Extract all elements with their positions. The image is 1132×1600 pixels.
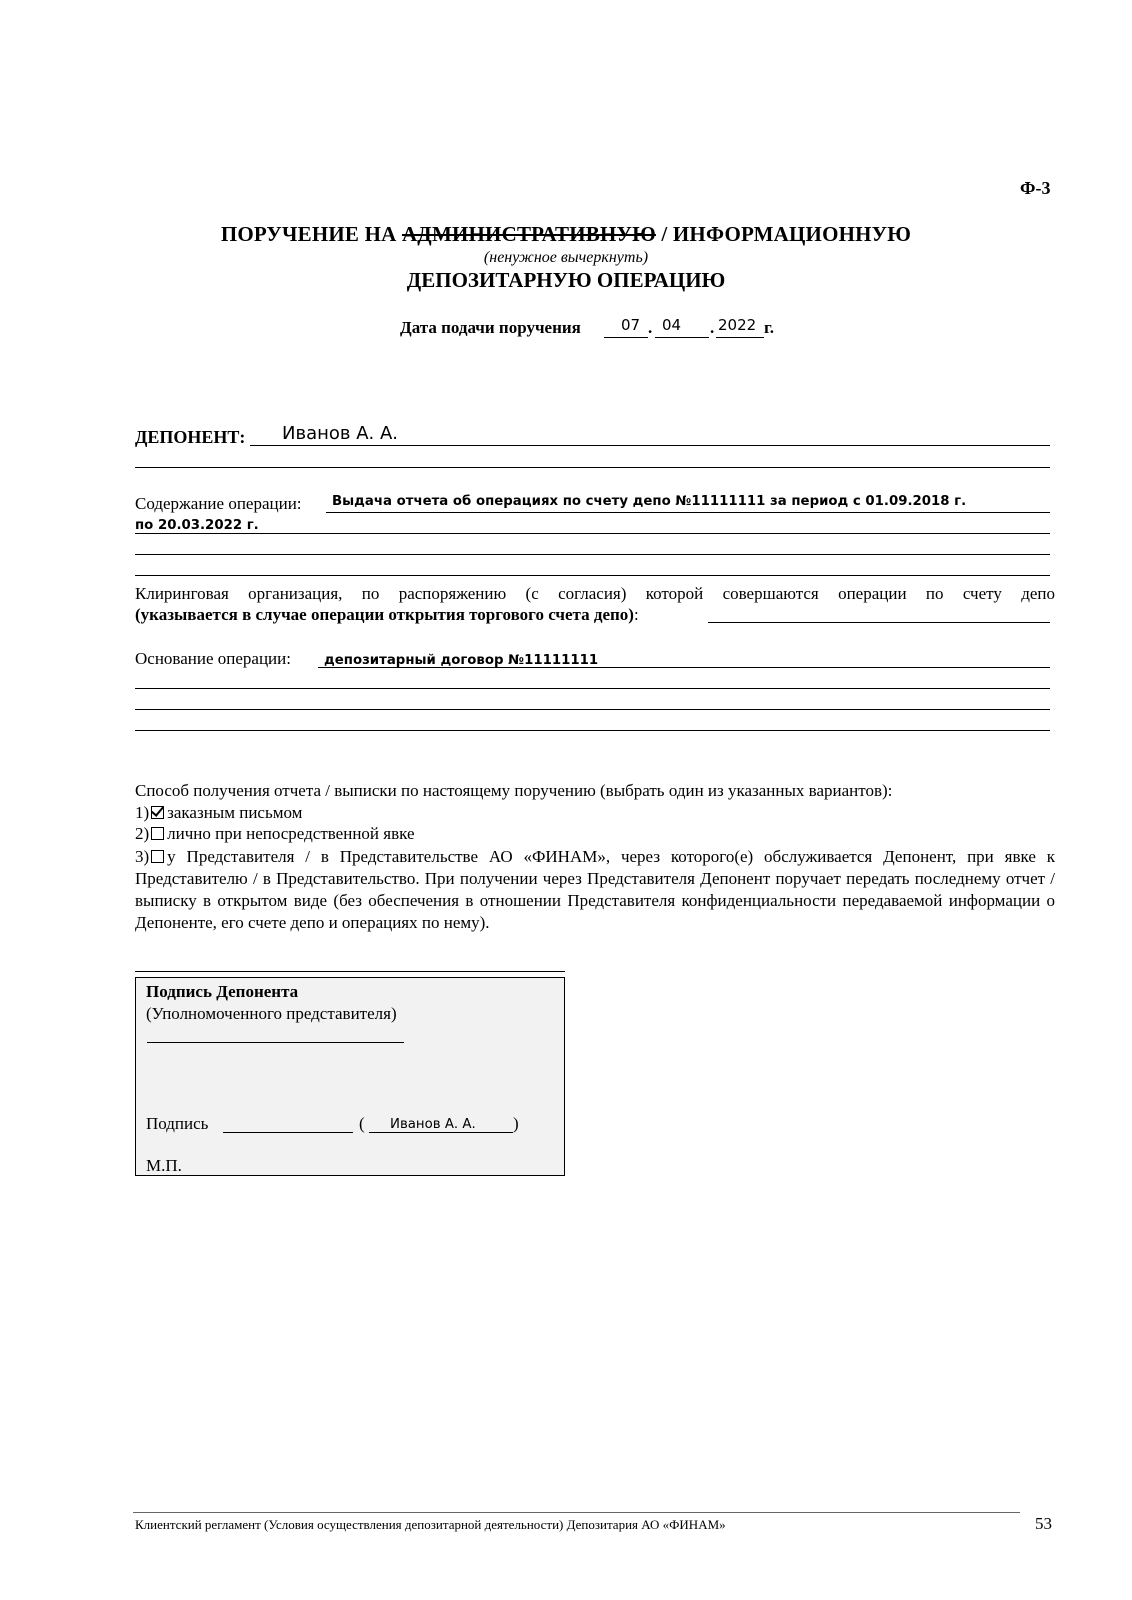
deponent-underline [250,445,1050,446]
basis-label: Основание операции: [135,649,291,668]
checkbox-icon[interactable] [151,850,164,863]
clearing-note [135,605,639,625]
method-option-1[interactable] [135,803,302,823]
signature-name[interactable]: Иванов А. А. [390,1117,476,1132]
operation-value-line1[interactable]: Выдача отчета об операциях по счету депо №11111111 за период с 01.09.2018 г. [332,494,967,509]
basis-underline-2 [135,688,1050,689]
method-option-2[interactable] [135,824,415,844]
date-suffix: г. [764,318,775,337]
title-part2: / ИНФОРМАЦИОННУЮ [661,222,912,246]
date-month-underline [655,337,709,338]
basis-underline-3 [135,709,1050,710]
basis-value[interactable]: депозитарный договор №11111111 [324,653,599,668]
stamp-label: М.П. [146,1156,182,1175]
option-number: 1) [135,803,150,822]
option-label: заказным письмом [167,803,303,822]
date-day[interactable]: 07 [621,316,641,334]
operation-underline-3 [135,554,1050,555]
date-label: Дата подачи поручения [400,318,581,337]
title-note: (ненужное вычеркнуть) [483,249,649,266]
title-part1: ПОРУЧЕНИЕ НА [220,222,397,246]
signature-subtitle: (Уполномоченного представителя) [146,1004,397,1023]
checkbox-icon[interactable] [151,827,164,840]
option-label: у Представителя / в Представительстве АО «ФИНАМ», через которого(е) обслуживается Депонент, при явке к Представителю / в Представительство. При получении через Представителя Депонент поручает передать последнему отчет / выписку в открытом виде (без обеспечения в отношении Представителя конфиденциальности передаваемой информации о Депоненте, его счете депо и операциях по нему). [135,847,1055,932]
date-month[interactable]: 04 [662,316,682,334]
operation-underline-1 [326,512,1050,513]
date-dot-1: . [648,318,653,337]
deponent-underline-2 [135,467,1050,468]
operation-value-line2[interactable]: по 20.03.2022 г. [135,518,259,533]
signature-representative-line [147,1042,404,1043]
footer-text: Клиентский регламент (Условия осуществления депозитарной деятельности) Депозитария АО «ФИНАМ» [135,1517,726,1532]
signature-field-line[interactable] [223,1132,353,1133]
date-year-underline [716,337,764,338]
date-year[interactable]: 2022 [718,316,757,334]
clearing-text: Клиринговая организация, по распоряжению (с согласия) которой совершаются операции по счету депо [135,584,1055,603]
page-number: 53 [1035,1514,1052,1533]
method-option-3[interactable] [135,846,1055,934]
deponent-label: ДЕПОНЕНТ: [135,427,246,447]
clearing-note-colon: : [633,605,639,624]
option-label: лично при непосредственной явке [167,824,415,843]
option-number: 3) [135,847,150,866]
document-title [0,222,1132,247]
deponent-value[interactable]: Иванов А. А. [282,423,399,444]
signature-paren-open: ( [359,1114,365,1133]
date-dot-2: . [710,318,715,337]
form-code: Ф-3 [1020,178,1051,198]
method-title: Способ получения отчета / выписки по настоящему поручению (выбрать один из указанных вариантов): [135,781,893,800]
operation-underline-4 [135,575,1050,576]
signature-name-line [369,1132,513,1133]
signature-top-rule [135,971,565,972]
option-number: 2) [135,824,150,843]
basis-underline-4 [135,730,1050,731]
footer-rule [133,1512,1020,1513]
operation-label: Содержание операции: [135,494,302,513]
date-day-underline [604,337,648,338]
clearing-underline[interactable] [708,622,1050,623]
operation-underline-2 [135,533,1050,534]
checked-checkbox-icon[interactable] [151,806,164,819]
clearing-note-bold: (указывается в случае операции открытия торгового счета депо) [135,605,634,624]
signature-label: Подпись [146,1114,209,1133]
document-title-line2: ДЕПОЗИТАРНУЮ ОПЕРАЦИЮ [406,268,726,292]
signature-title: Подпись Депонента [146,982,299,1001]
title-struck-word: АДМИНИСТРАТИВНУЮ [401,222,656,246]
signature-paren-close: ) [513,1114,519,1133]
